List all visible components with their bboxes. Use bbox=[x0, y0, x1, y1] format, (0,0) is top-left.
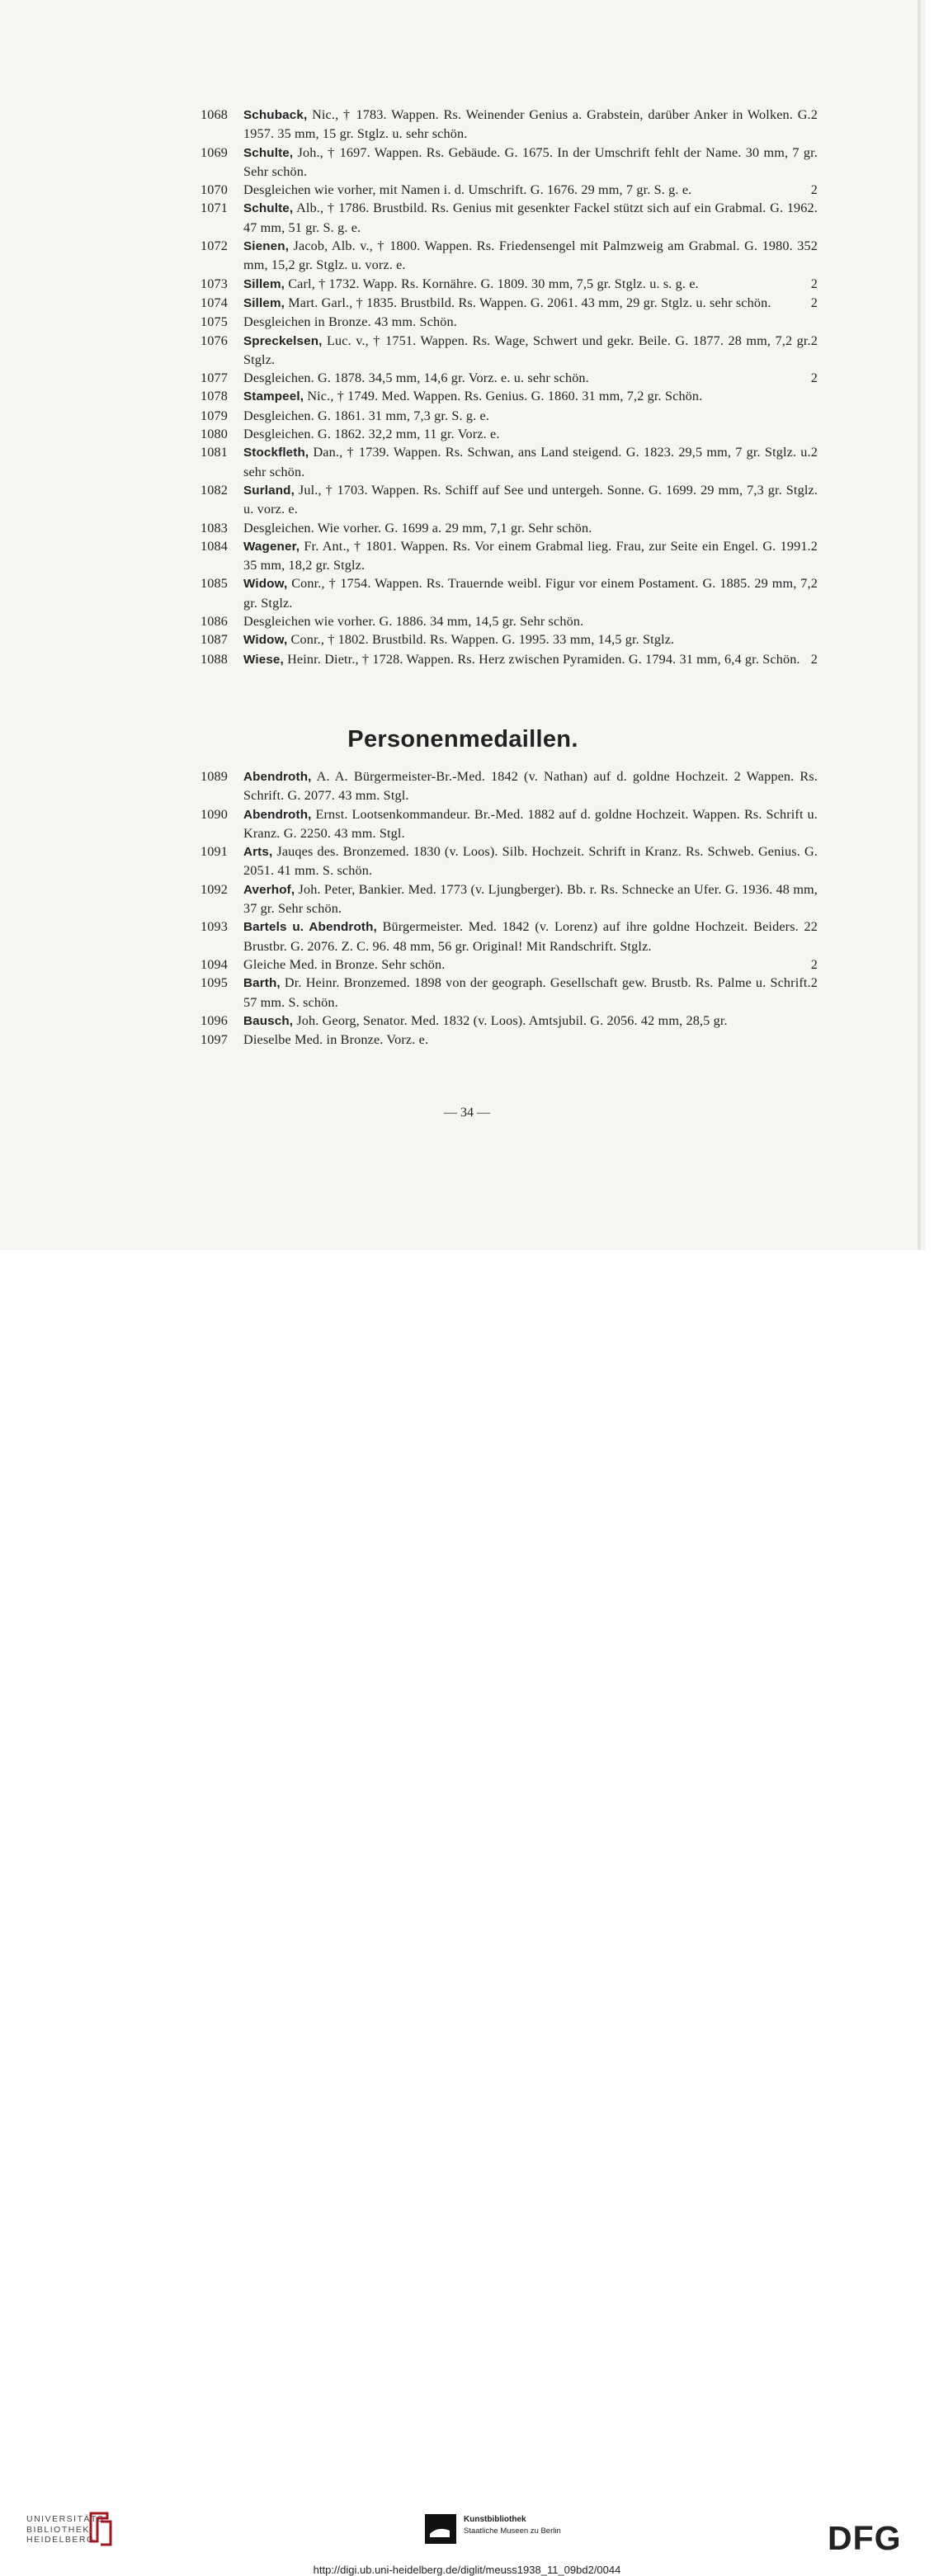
entry-name: Bartels u. Abendroth, bbox=[243, 920, 377, 935]
kunstbibliothek-label[interactable] bbox=[464, 2514, 561, 2537]
entry-text: Desgleichen wie vorher. G. 1886. 34 mm, 14,5 gr. Sehr schön. bbox=[243, 614, 584, 630]
kb-line-1: Kunstbibliothek bbox=[464, 2515, 526, 2524]
entry-name: Wiese, bbox=[243, 652, 284, 667]
entry-number: 1096 bbox=[200, 1012, 228, 1028]
catalog-entry bbox=[200, 650, 818, 669]
catalog-entry bbox=[200, 294, 818, 313]
catalog-entry bbox=[200, 237, 818, 275]
entry-body bbox=[243, 630, 818, 649]
entry-list-personenmedaillen bbox=[200, 767, 818, 1049]
entry-number: 1069 bbox=[200, 144, 228, 160]
entry-number: 1076 bbox=[200, 333, 228, 348]
entry-text: Jacob, Alb. v., † 1800. Wappen. Rs. Friedensengel mit Palmzweig am Grabmal. G. 1980. 35 mm, 15,2 gr. Stglz. u. vorz. e. bbox=[243, 238, 811, 273]
entry-text: Desgleichen. Wie vorher. G. 1699 a. 29 mm, 7,1 gr. Sehr schön. bbox=[243, 520, 592, 535]
uni-line-3: HEIDELBERG bbox=[26, 2535, 95, 2545]
entry-number: 1093 bbox=[200, 919, 228, 935]
entry-text: A. A. Bürgermeister-Br.-Med. 1842 (v. Nathan) auf d. goldne Hochzeit. 2 Wappen. Rs. Schrift. G. 2077. 43 mm. Stgl. bbox=[243, 769, 818, 804]
catalog-entry bbox=[200, 955, 818, 974]
entry-body bbox=[243, 144, 818, 182]
catalog-entry bbox=[200, 880, 818, 918]
entry-name: Surland, bbox=[243, 483, 295, 498]
entry-name: Bausch, bbox=[243, 1013, 294, 1028]
catalog-entry bbox=[200, 974, 818, 1012]
entry-number: 1073 bbox=[200, 276, 228, 291]
catalog-entry bbox=[200, 842, 818, 880]
entry-text: Joh., † 1697. Wappen. Rs. Gebäude. G. 1675. In der Umschrift fehlt der Name. 30 mm, 7 gr. Sehr schön. bbox=[243, 144, 818, 179]
entry-name: Barth, bbox=[243, 976, 281, 991]
entry-name: Schuback, bbox=[243, 108, 308, 122]
entry-body bbox=[243, 767, 818, 805]
entry-name: Abendroth, bbox=[243, 770, 312, 784]
entry-number: 1079 bbox=[200, 408, 228, 423]
catalog-entry bbox=[200, 519, 818, 537]
kb-line-2: Staatliche Museen zu Berlin bbox=[464, 2526, 561, 2536]
entry-text: Desgleichen. G. 1861. 31 mm, 7,3 gr. S. g. e. bbox=[243, 408, 490, 423]
entry-body bbox=[243, 313, 818, 331]
entry-number: 1071 bbox=[200, 201, 228, 216]
entry-text: Nic., † 1749. Med. Wappen. Rs. Genius. G. 1860. 31 mm, 7,2 gr. Schön. bbox=[307, 389, 703, 404]
entry-body bbox=[243, 332, 818, 370]
entry-text: Luc. v., † 1751. Wappen. Rs. Wage, Schwert und gekr. Beile. G. 1877. 28 mm, 7,2 gr. Stglz. bbox=[243, 333, 811, 367]
entry-body bbox=[243, 612, 818, 630]
entry-body bbox=[243, 537, 818, 575]
catalog-entry bbox=[200, 805, 818, 843]
entry-text: Jauqes des. Bronzemed. 1830 (v. Loos). Silb. Hochzeit. Schrift in Kranz. Rs. Schweb. Genius. G. 2051. 41 mm. S. schön. bbox=[243, 844, 818, 879]
entry-price: 2 bbox=[810, 975, 818, 991]
entry-number: 1088 bbox=[200, 651, 228, 667]
entry-text: Desgleichen wie vorher, mit Namen i. d. Umschrift. G. 1676. 29 mm, 7 gr. S. g. e. bbox=[243, 182, 692, 198]
catalog-entry bbox=[200, 313, 818, 331]
entry-body bbox=[243, 842, 818, 880]
entry-number: 1077 bbox=[200, 370, 228, 386]
entry-text: Heinr. Dietr., † 1728. Wappen. Rs. Herz zwischen Pyramiden. G. 1794. 31 mm, 6,4 gr. Schön. bbox=[287, 651, 800, 667]
catalog-entry bbox=[200, 918, 818, 955]
entry-body bbox=[243, 181, 818, 199]
entry-number: 1068 bbox=[200, 107, 228, 122]
entry-number: 1085 bbox=[200, 576, 228, 592]
entry-body bbox=[243, 1031, 818, 1049]
entry-number: 1072 bbox=[200, 238, 228, 254]
entry-price: 2 bbox=[810, 333, 818, 348]
entry-price: 2 bbox=[810, 651, 818, 667]
catalog-entry bbox=[200, 407, 818, 425]
entry-price: 2 bbox=[810, 276, 818, 291]
entry-body bbox=[243, 407, 818, 425]
entry-price: 2 bbox=[810, 919, 818, 935]
entry-number: 1075 bbox=[200, 314, 228, 330]
entry-text: Jul., † 1703. Wappen. Rs. Schiff auf See und untergeh. Sonne. G. 1699. 29 mm, 7,3 gr. Stglz. u. vorz. e. bbox=[243, 482, 818, 517]
entry-text: Dieselbe Med. in Bronze. Vorz. e. bbox=[243, 1032, 429, 1048]
catalog-entry bbox=[200, 144, 818, 182]
entry-body bbox=[243, 880, 818, 918]
entry-number: 1082 bbox=[200, 482, 228, 498]
catalog-entry bbox=[200, 181, 818, 199]
entry-name: Sillem, bbox=[243, 295, 285, 310]
entry-price: 2 bbox=[810, 538, 818, 554]
entry-name: Arts, bbox=[243, 845, 273, 860]
entry-number: 1086 bbox=[200, 614, 228, 630]
catalog-entry bbox=[200, 443, 818, 481]
uni-line-2: BIBLIOTHEK bbox=[26, 2524, 90, 2535]
dfg-logo[interactable]: DFG bbox=[828, 2519, 902, 2557]
entry-name: Averhof, bbox=[243, 882, 295, 897]
entry-body bbox=[243, 519, 818, 537]
section-title: Personenmedaillen. bbox=[347, 726, 578, 753]
entry-name: Sillem, bbox=[243, 276, 285, 291]
entry-text: Desgleichen. G. 1862. 32,2 mm, 11 gr. Vorz. e. bbox=[243, 427, 500, 442]
entry-body bbox=[243, 955, 818, 974]
entry-name: Stockfleth, bbox=[243, 446, 309, 460]
catalog-entry bbox=[200, 199, 818, 237]
entry-name: Sienen, bbox=[243, 239, 290, 254]
catalog-entry bbox=[200, 425, 818, 443]
entry-body bbox=[243, 369, 818, 387]
footer bbox=[0, 1250, 934, 2576]
entry-number: 1083 bbox=[200, 520, 228, 535]
uni-line-1: UNIVERSITÄTS- bbox=[26, 2514, 109, 2524]
entry-number: 1095 bbox=[200, 975, 228, 991]
entry-body bbox=[243, 1012, 818, 1031]
catalog-entry bbox=[200, 537, 818, 575]
entry-number: 1091 bbox=[200, 844, 228, 860]
scanned-page bbox=[0, 0, 926, 1250]
entry-body bbox=[243, 650, 818, 669]
catalog-entry bbox=[200, 106, 818, 144]
entry-price: 2 bbox=[810, 107, 818, 122]
entry-text: Bürgermeister. Med. 1842 (v. Lorenz) auf ihre goldne Hochzeit. Beiders. 2 Brustbr. G. 2076. Z. C. 96. 48 mm, 56 gr. Original! Mit Randschrift. Stglz. bbox=[243, 919, 811, 954]
entry-price: 2 bbox=[810, 295, 818, 310]
entry-body bbox=[243, 275, 818, 294]
entry-name: Stampeel, bbox=[243, 389, 304, 404]
kunstbibliothek-logo-icon[interactable] bbox=[425, 2514, 456, 2544]
entry-text: Dan., † 1739. Wappen. Rs. Schwan, ans Land steigend. G. 1823. 29,5 mm, 7 gr. Stglz. u. sehr schön. bbox=[243, 445, 811, 479]
page-edge bbox=[917, 0, 921, 1250]
catalog-entry bbox=[200, 630, 818, 649]
catalog-entry bbox=[200, 1012, 818, 1031]
entry-text: Fr. Ant., † 1801. Wappen. Rs. Vor einem Grabmal lieg. Frau, zur Seite ein Engel. G. 1991. 35 mm, 18,2 gr. Stglz. bbox=[243, 538, 811, 573]
entry-price: 2 bbox=[810, 956, 818, 972]
entry-number: 1090 bbox=[200, 806, 228, 822]
entry-body bbox=[243, 443, 818, 481]
entry-name: Schulte, bbox=[243, 201, 294, 216]
entry-name: Abendroth, bbox=[243, 807, 312, 822]
entry-text: Gleiche Med. in Bronze. Sehr schön. bbox=[243, 956, 446, 972]
entry-number: 1092 bbox=[200, 881, 228, 897]
entry-text: Dr. Heinr. Bronzemed. 1898 von der geograph. Gesellschaft gew. Brustb. Rs. Palme u. Schrift. 57 mm. S. schön. bbox=[243, 975, 811, 1010]
catalog-entry bbox=[200, 387, 818, 406]
entry-body bbox=[243, 974, 818, 1012]
entry-body bbox=[243, 425, 818, 443]
entry-body bbox=[243, 237, 818, 275]
entry-text: Joh. Peter, Bankier. Med. 1773 (v. Ljungberger). Bb. r. Rs. Schnecke an Ufer. G. 1936. 48 mm, 37 gr. Sehr schön. bbox=[243, 881, 818, 917]
entry-body bbox=[243, 199, 818, 237]
entry-name: Widow, bbox=[243, 633, 288, 648]
catalog-entry bbox=[200, 767, 818, 805]
entry-name: Spreckelsen, bbox=[243, 333, 323, 348]
entry-text: Desgleichen in Bronze. 43 mm. Schön. bbox=[243, 314, 457, 330]
entry-text: Ernst. Lootsenkommandeur. Br.-Med. 1882 auf d. goldne Hochzeit. Wappen. Rs. Schrift u. Kranz. G. 2250. 43 mm. Stgl. bbox=[243, 806, 818, 841]
entry-price: 2 bbox=[810, 445, 818, 460]
entry-number: 1074 bbox=[200, 295, 228, 310]
entry-name: Widow, bbox=[243, 577, 288, 592]
entry-text: Joh. Georg, Senator. Med. 1832 (v. Loos). Amtsjubil. G. 2056. 42 mm, 28,5 gr. bbox=[296, 1012, 728, 1028]
catalog-entry bbox=[200, 1031, 818, 1049]
entry-body bbox=[243, 481, 818, 519]
entry-body bbox=[243, 106, 818, 144]
entry-number: 1087 bbox=[200, 632, 228, 648]
entry-price: 2 bbox=[810, 370, 818, 386]
entry-name: Wagener, bbox=[243, 539, 300, 554]
entry-text: Desgleichen. G. 1878. 34,5 mm, 14,6 gr. Vorz. e. u. sehr schön. bbox=[243, 370, 589, 386]
entry-body bbox=[243, 918, 818, 955]
heidelberg-logo-icon[interactable] bbox=[86, 2510, 114, 2546]
entry-body bbox=[243, 805, 818, 843]
page-number: — 34 — bbox=[444, 1106, 490, 1120]
entry-text: Conr., † 1754. Wappen. Rs. Trauernde weibl. Figur vor einem Postament. G. 1885. 29 mm, 7,2 gr. Stglz. bbox=[243, 576, 818, 611]
entry-number: 1089 bbox=[200, 769, 228, 784]
catalog-entry bbox=[200, 369, 818, 387]
entry-number: 1097 bbox=[200, 1032, 228, 1048]
entry-name: Schulte, bbox=[243, 145, 294, 160]
catalog-entry bbox=[200, 574, 818, 612]
entry-list bbox=[200, 106, 818, 669]
entry-body bbox=[243, 574, 818, 612]
entry-text: Alb., † 1786. Brustbild. Rs. Genius mit gesenkter Fackel stützt sich auf ein Grabmal. G. 1962. 47 mm, 51 gr. S. g. e. bbox=[243, 201, 818, 235]
entry-number: 1084 bbox=[200, 538, 228, 554]
entry-number: 1094 bbox=[200, 956, 228, 972]
entry-number: 1078 bbox=[200, 389, 228, 404]
entry-body bbox=[243, 294, 818, 313]
catalog-entry bbox=[200, 612, 818, 630]
entry-body bbox=[243, 387, 818, 406]
entry-number: 1080 bbox=[200, 427, 228, 442]
permalink-url[interactable]: http://digi.ub.uni-heidelberg.de/diglit/meuss1938_11_09bd2/0044 bbox=[313, 2564, 621, 2576]
entry-price: 2 bbox=[810, 182, 818, 198]
entry-text: Carl, † 1732. Wapp. Rs. Kornähre. G. 1809. 30 mm, 7,5 gr. Stglz. u. s. g. e. bbox=[288, 276, 699, 291]
catalog-entry bbox=[200, 275, 818, 294]
entry-text: Mart. Garl., † 1835. Brustbild. Rs. Wappen. G. 2061. 43 mm, 29 gr. Stglz. u. sehr schön. bbox=[288, 295, 771, 310]
entry-number: 1070 bbox=[200, 182, 228, 198]
entry-price: 2 bbox=[810, 238, 818, 254]
entry-number: 1081 bbox=[200, 445, 228, 460]
entry-text: Conr., † 1802. Brustbild. Rs. Wappen. G. 1995. 33 mm, 14,5 gr. Stglz. bbox=[290, 632, 675, 648]
catalog-entry bbox=[200, 481, 818, 519]
catalog-entry bbox=[200, 332, 818, 370]
entry-text: Nic., † 1783. Wappen. Rs. Weinender Genius a. Grabstein, darüber Anker in Wolken. G. 1957. 35 mm, 15 gr. Stglz. u. sehr schön. bbox=[243, 107, 811, 142]
